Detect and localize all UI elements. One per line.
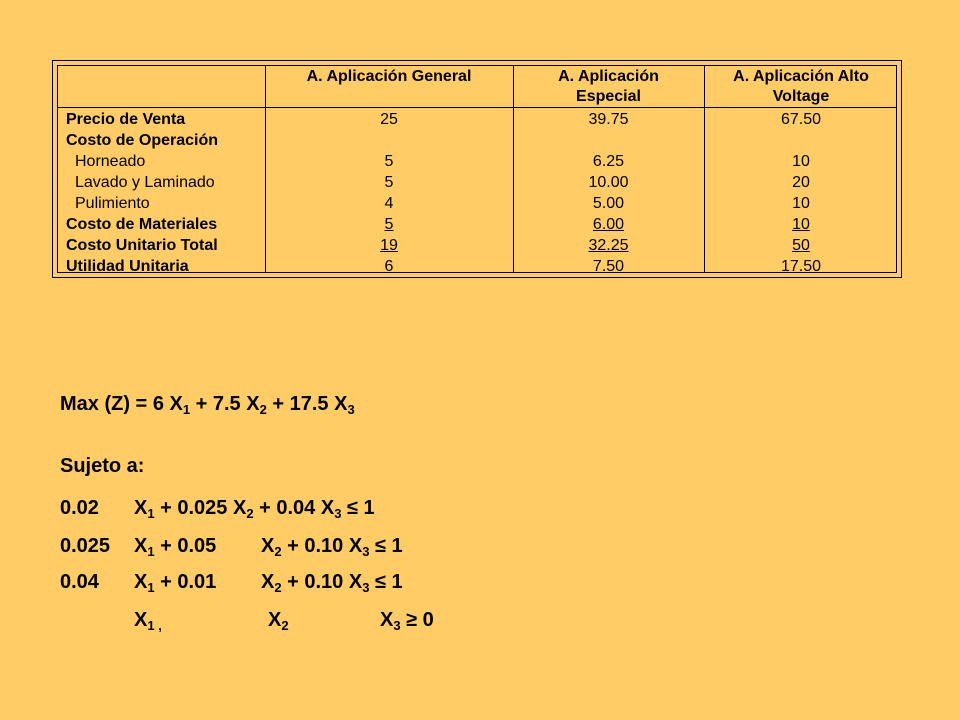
separator: , xyxy=(154,618,162,633)
non-negativity xyxy=(60,608,480,638)
constraint-terms xyxy=(134,496,375,520)
objective-function xyxy=(60,392,355,416)
constraint-first-term xyxy=(134,534,216,558)
variable: X xyxy=(134,571,148,593)
objective-term: + 17.5 X xyxy=(266,393,348,415)
row-label-costo-materiales: Costo de Materiales xyxy=(66,216,218,233)
constraint-3 xyxy=(60,570,480,598)
nonneg-x1 xyxy=(134,608,162,632)
subscript: 2 xyxy=(259,402,267,417)
cell-value: 19 xyxy=(380,237,398,254)
cell-value: 5 xyxy=(384,216,394,233)
subscript: 2 xyxy=(274,580,282,595)
row-label-lavado-laminado: Lavado y Laminado xyxy=(75,174,215,191)
cell-value: 6.00 xyxy=(592,216,625,233)
header-line: Especial xyxy=(576,88,641,105)
variable: X xyxy=(261,571,275,593)
constraint-relation: ≤ 1 xyxy=(341,497,375,519)
constraint-term: + 0.01 xyxy=(154,571,217,593)
subscript: 1 xyxy=(147,618,155,633)
cell-value: 10 xyxy=(792,195,810,212)
subscript: 3 xyxy=(347,402,355,417)
cell-value: 32.25 xyxy=(588,237,629,254)
constraint-2 xyxy=(60,534,480,562)
subscript: 2 xyxy=(274,544,282,559)
nonneg-x3 xyxy=(380,608,434,632)
constraint-coefficient: 0.025 xyxy=(60,535,111,557)
objective-term: + 7.5 X xyxy=(190,393,260,415)
subscript: 1 xyxy=(147,506,155,521)
header-aplicacion-general xyxy=(265,67,513,87)
cell-value: 6 xyxy=(384,258,394,275)
row-label-costo-operacion: Costo de Operación xyxy=(66,132,219,149)
subscript: 1 xyxy=(147,544,155,559)
subscript: 3 xyxy=(393,618,401,633)
cell-value: 25 xyxy=(380,111,398,128)
header-line: Voltage xyxy=(772,88,830,105)
constraint-rest-terms xyxy=(261,534,403,558)
constraint-1 xyxy=(60,496,480,524)
constraint-term: + 0.025 X xyxy=(154,497,247,519)
variable: X xyxy=(134,497,148,519)
header-aplicacion-alto-voltage xyxy=(704,67,898,107)
subscript: 3 xyxy=(334,506,342,521)
cost-table-inner xyxy=(57,65,897,273)
cell-value: 10 xyxy=(792,153,810,170)
subscript: 1 xyxy=(147,580,155,595)
header-aplicacion-especial xyxy=(513,67,704,107)
cell-value: 7.50 xyxy=(592,258,625,275)
cell-value-wrap xyxy=(265,214,513,235)
cell-value-wrap xyxy=(704,214,898,235)
row-label-horneado: Horneado xyxy=(75,153,146,170)
cell-value: 50 xyxy=(792,237,810,254)
constraint-first-term xyxy=(134,570,216,594)
variable: X xyxy=(134,609,148,631)
cell-value: 17.50 xyxy=(780,258,822,275)
constraint-term: + 0.10 X xyxy=(281,535,363,557)
constraint-relation: ≤ 1 xyxy=(369,571,403,593)
variable: X xyxy=(134,535,148,557)
row-label-pulimiento: Pulimiento xyxy=(75,195,150,212)
cell-value: 67.50 xyxy=(780,111,822,128)
cell-value: 5 xyxy=(384,174,394,191)
objective-term: 6 X xyxy=(152,393,183,415)
subscript: 2 xyxy=(246,506,254,521)
cell-value-wrap xyxy=(704,235,898,256)
cell-value: 5.00 xyxy=(592,195,625,212)
constraint-term: + 0.04 X xyxy=(253,497,335,519)
cell-value: 10.00 xyxy=(588,174,629,191)
subject-to-label: Sujeto a: xyxy=(60,455,145,477)
constraint-term: + 0.05 xyxy=(154,535,217,557)
constraint-rest-terms xyxy=(261,570,403,594)
constraint-term: + 0.10 X xyxy=(281,571,363,593)
row-label-costo-unitario-total: Costo Unitario Total xyxy=(66,237,218,254)
subscript: 3 xyxy=(362,580,370,595)
row-label-precio-venta: Precio de Venta xyxy=(66,111,186,128)
header-line: A. Aplicación xyxy=(558,68,659,85)
variable: X xyxy=(268,609,282,631)
cell-value-wrap xyxy=(513,214,704,235)
cell-value-wrap xyxy=(265,235,513,256)
cell-value: 39.75 xyxy=(588,111,629,128)
cell-value-wrap xyxy=(513,235,704,256)
constraint-coefficient: 0.04 xyxy=(60,571,99,593)
variable: X xyxy=(261,535,275,557)
cell-value: 10 xyxy=(792,216,810,233)
cell-value: 6.25 xyxy=(592,153,625,170)
header-line: A. Aplicación Alto xyxy=(733,68,869,85)
constraint-relation: ≥ 0 xyxy=(400,609,434,631)
constraint-relation: ≤ 1 xyxy=(369,535,403,557)
header-line: A. Aplicación General xyxy=(306,68,472,85)
subscript: 1 xyxy=(182,402,191,417)
cell-value: 5 xyxy=(384,153,394,170)
header-divider xyxy=(58,107,896,108)
variable: X xyxy=(380,609,394,631)
row-label-utilidad-unitaria: Utilidad Unitaria xyxy=(66,258,189,275)
nonneg-x2 xyxy=(268,608,289,632)
subscript: 3 xyxy=(362,544,370,559)
cost-table xyxy=(52,60,902,278)
cell-value: 20 xyxy=(792,174,810,191)
cell-value: 4 xyxy=(384,195,394,212)
subscript: 2 xyxy=(281,618,289,633)
constraint-coefficient: 0.02 xyxy=(60,497,99,519)
objective-prefix: Max (Z) = xyxy=(60,393,148,415)
